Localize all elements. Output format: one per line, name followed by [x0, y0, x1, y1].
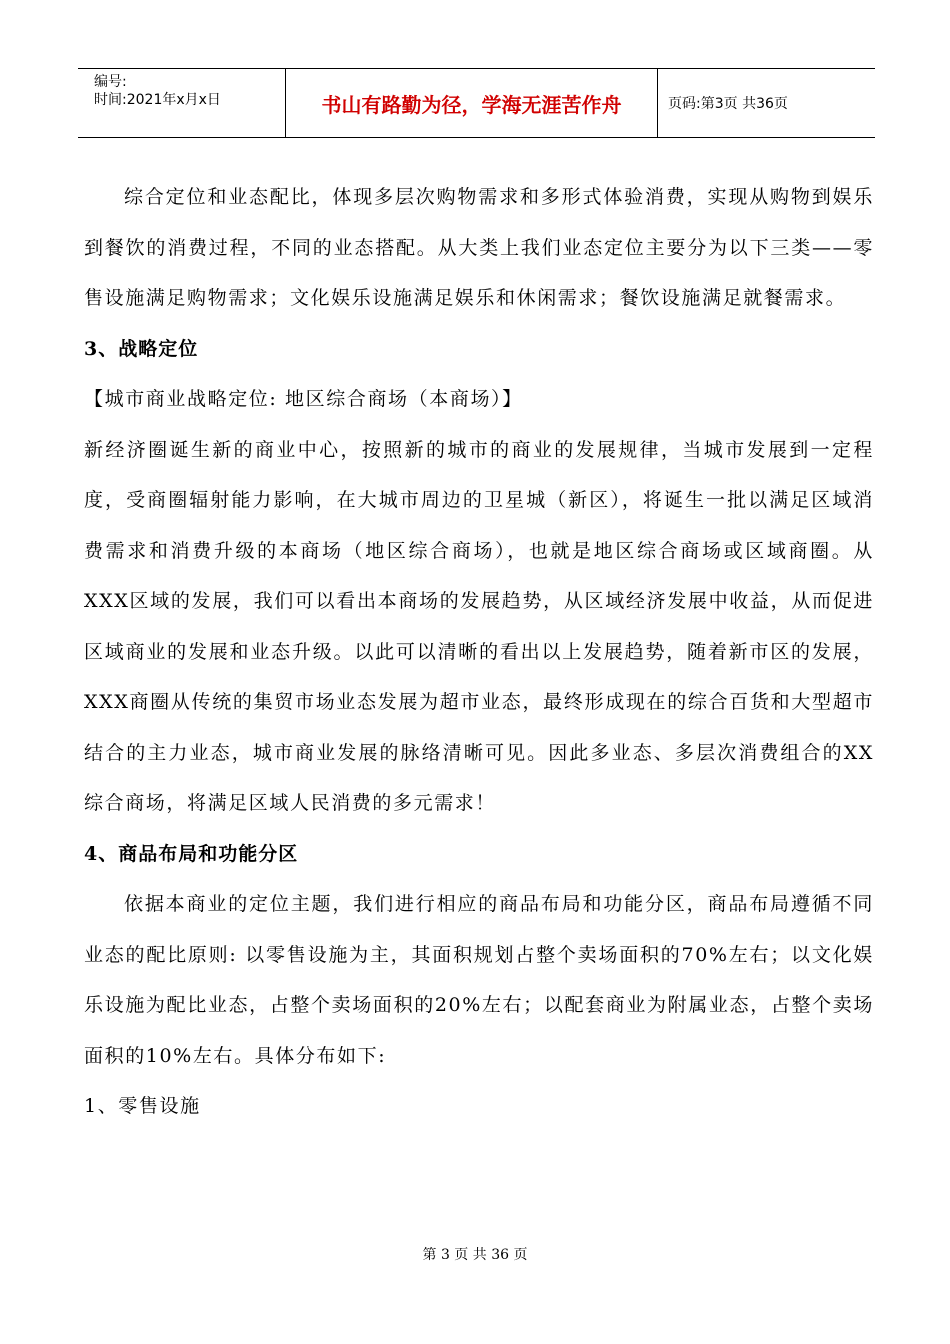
- page-header: [78, 68, 875, 138]
- section-heading-strategy: 3、战略定位: [84, 337, 199, 360]
- document-number-label: 编号:: [94, 74, 127, 90]
- section-heading-layout: 4、商品布局和功能分区: [84, 842, 299, 865]
- header-meta: [78, 69, 286, 137]
- document-body: [84, 172, 874, 1132]
- header-page-label: 页码:第3页 共36页: [668, 96, 788, 112]
- header-motto: 书山有路勤为径，学海无涯苦作舟: [286, 69, 658, 137]
- document-time-label: 时间:2021年x月x日: [94, 92, 221, 108]
- paragraph-layout: 依据本商业的定位主题，我们进行相应的商品布局和功能分区，商品布局遵循不同业态的配比原则: 以零售设施为主，其面积规划占整个卖场面积的70%左右；以文化娱乐设施为配比业态，占整个卖场面积的20%左右；以配套商业为附属业态，占整个卖场面积的10%左右。具体分布如下:: [84, 893, 874, 1067]
- page-footer: 第 3 页 共 36 页: [422, 1247, 528, 1263]
- paragraph-positioning: 综合定位和业态配比，体现多层次购物需求和多形式体验消费，实现从购物到娱乐到餐饮的消费过程，不同的业态搭配。从大类上我们业态定位主要分为以下三类——零售设施满足购物需求；文化娱乐设施满足娱乐和休闲需求；餐饮设施满足就餐需求。: [84, 186, 874, 309]
- paragraph-strategy: 新经济圈诞生新的商业中心，按照新的城市的商业的发展规律，当城市发展到一定程度，受商圈辐射能力影响，在大城市周边的卫星城（新区），将诞生一批以满足区域消费需求和消费升级的本商场（地区综合商场），也就是地区综合商场或区域商圈。从XXX区域的发展，我们可以看出本商场的发展趋势，从区域经济发展中收益，从而促进区域商业的发展和业态升级。以此可以清晰的看出以上发展趋势，随着新市区的发展，XXX商圈从传统的集贸市场业态发展为超市业态，最终形成现在的综合百货和大型超市结合的主力业态，城市商业发展的脉络清晰可见。因此多业态、多层次消费组合的XX综合商场，将满足区域人民消费的多元需求！: [84, 438, 874, 814]
- subheading-retail: 1、零售设施: [84, 1095, 201, 1117]
- bracket-title: 【城市商业战略定位: 地区综合商场（本商场）】: [84, 388, 523, 410]
